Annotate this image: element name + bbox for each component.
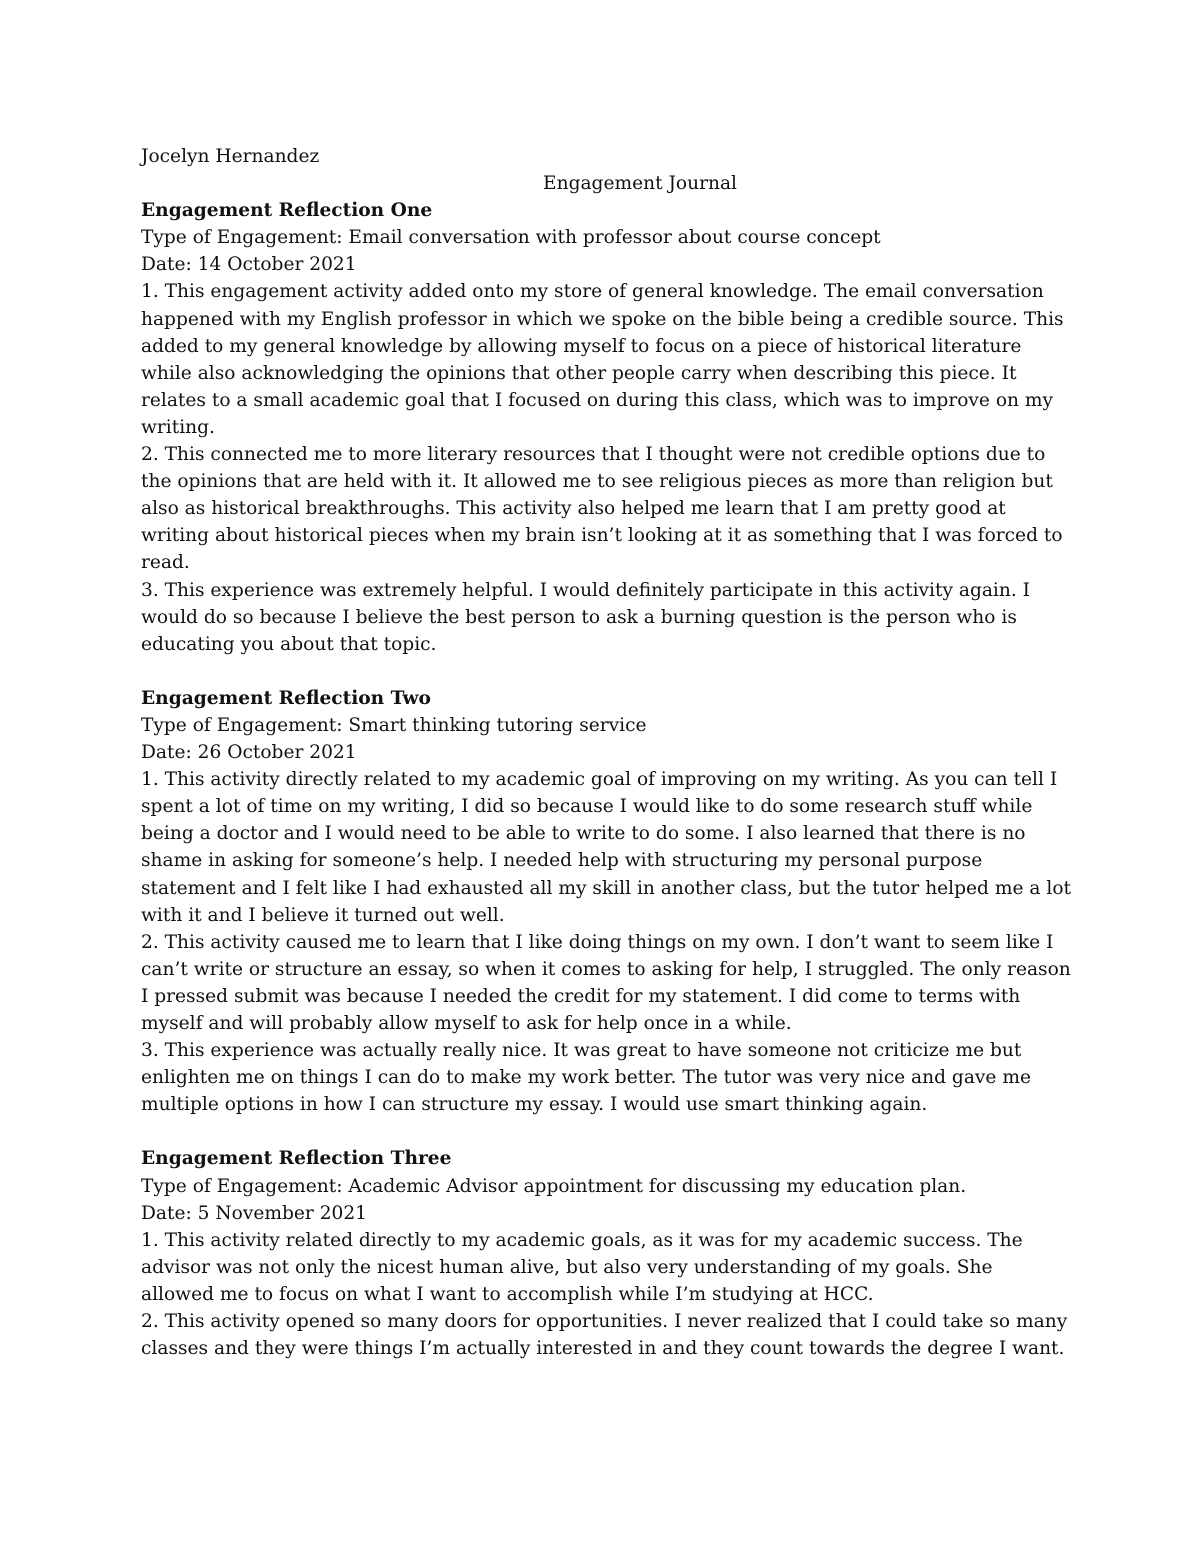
reflection-three <box>141 1145 1071 1362</box>
document-body <box>141 143 1071 1362</box>
reflection-heading: Engagement Reflection Two <box>141 687 431 709</box>
engagement-type: Type of Engagement: Email conversation with professor about course concept <box>141 227 881 249</box>
engagement-type: Type of Engagement: Academic Advisor appointment for discussing my education plan. <box>141 1175 967 1197</box>
reflection-answer: 2. This activity caused me to learn that I like doing things on my own. I don’t want to seem like I can’t write or structure an essay, so when it comes to asking for help, I struggled. The only reason I pressed submit was because I needed the credit for my statement. I did come to terms with myself and will probably allow myself to ask for help once in a while. <box>141 931 1071 1034</box>
reflection-answer: 2. This activity opened so many doors for opportunities. I never realized that I could take so many classes and they were things I’m actually interested in and they count towards the degree I want. <box>141 1311 1068 1360</box>
author-name: Jocelyn Hernandez <box>141 146 320 167</box>
engagement-type: Type of Engagement: Smart thinking tutoring service <box>141 714 647 736</box>
engagement-date: Date: 14 October 2021 <box>141 254 357 276</box>
reflection-heading: Engagement Reflection Three <box>141 1148 452 1170</box>
reflection-answer: 2. This connected me to more literary resources that I thought were not credible options due to the opinions that are held with it. It allowed me to see religious pieces as more than religion but also as historical breakthroughs. This activity also helped me learn that I am pretty good at writing about historical pieces when my brain isn’t looking at it as something that I was forced to read. <box>141 444 1063 574</box>
reflection-answer: 1. This engagement activity added onto my store of general knowledge. The email conversation happened with my English professor in which we spoke on the bible being a credible source. This added to my general knowledge by allowing myself to focus on a piece of historical literature while also acknowledging the opinions that other people carry when describing this piece. It relates to a small academic goal that I focused on during this class, which was to improve on my writing. <box>141 281 1064 438</box>
engagement-date: Date: 5 November 2021 <box>141 1202 368 1224</box>
document-title: Engagement Journal <box>543 173 737 195</box>
reflection-two <box>141 685 1071 1119</box>
reflection-answer: 3. This experience was actually really nice. It was great to have someone not criticize me but enlighten me on things I can do to make my work better. The tutor was very nice and gave me multiple options in how I can structure my essay. I would use smart thinking again. <box>141 1040 1031 1116</box>
engagement-date: Date: 26 October 2021 <box>141 742 357 764</box>
reflection-answer: 3. This experience was extremely helpful. I would definitely participate in this activity again. I would do so because I believe the best person to ask a burning question is the person who is educating you about that topic. <box>141 579 1031 655</box>
reflection-answer: 1. This activity directly related to my academic goal of improving on my writing. As you can tell I spent a lot of time on my writing, I did so because I would like to do some research stuff while being a doctor and I would need to be able to write to do some. I also learned that there is no shame in asking for someone’s help. I needed help with structuring my personal purpose statement and I felt like I had exhausted all my skill in another class, but the tutor helped me a lot with it and I believe it turned out well. <box>141 769 1071 926</box>
reflection-answer: 1. This activity related directly to my academic goals, as it was for my academic success. The advisor was not only the nicest human alive, but also very understanding of my goals. She allowed me to focus on what I want to accomplish while I’m studying at HCC. <box>141 1229 1023 1305</box>
reflection-heading: Engagement Reflection One <box>141 200 433 222</box>
reflection-one <box>141 197 1071 658</box>
